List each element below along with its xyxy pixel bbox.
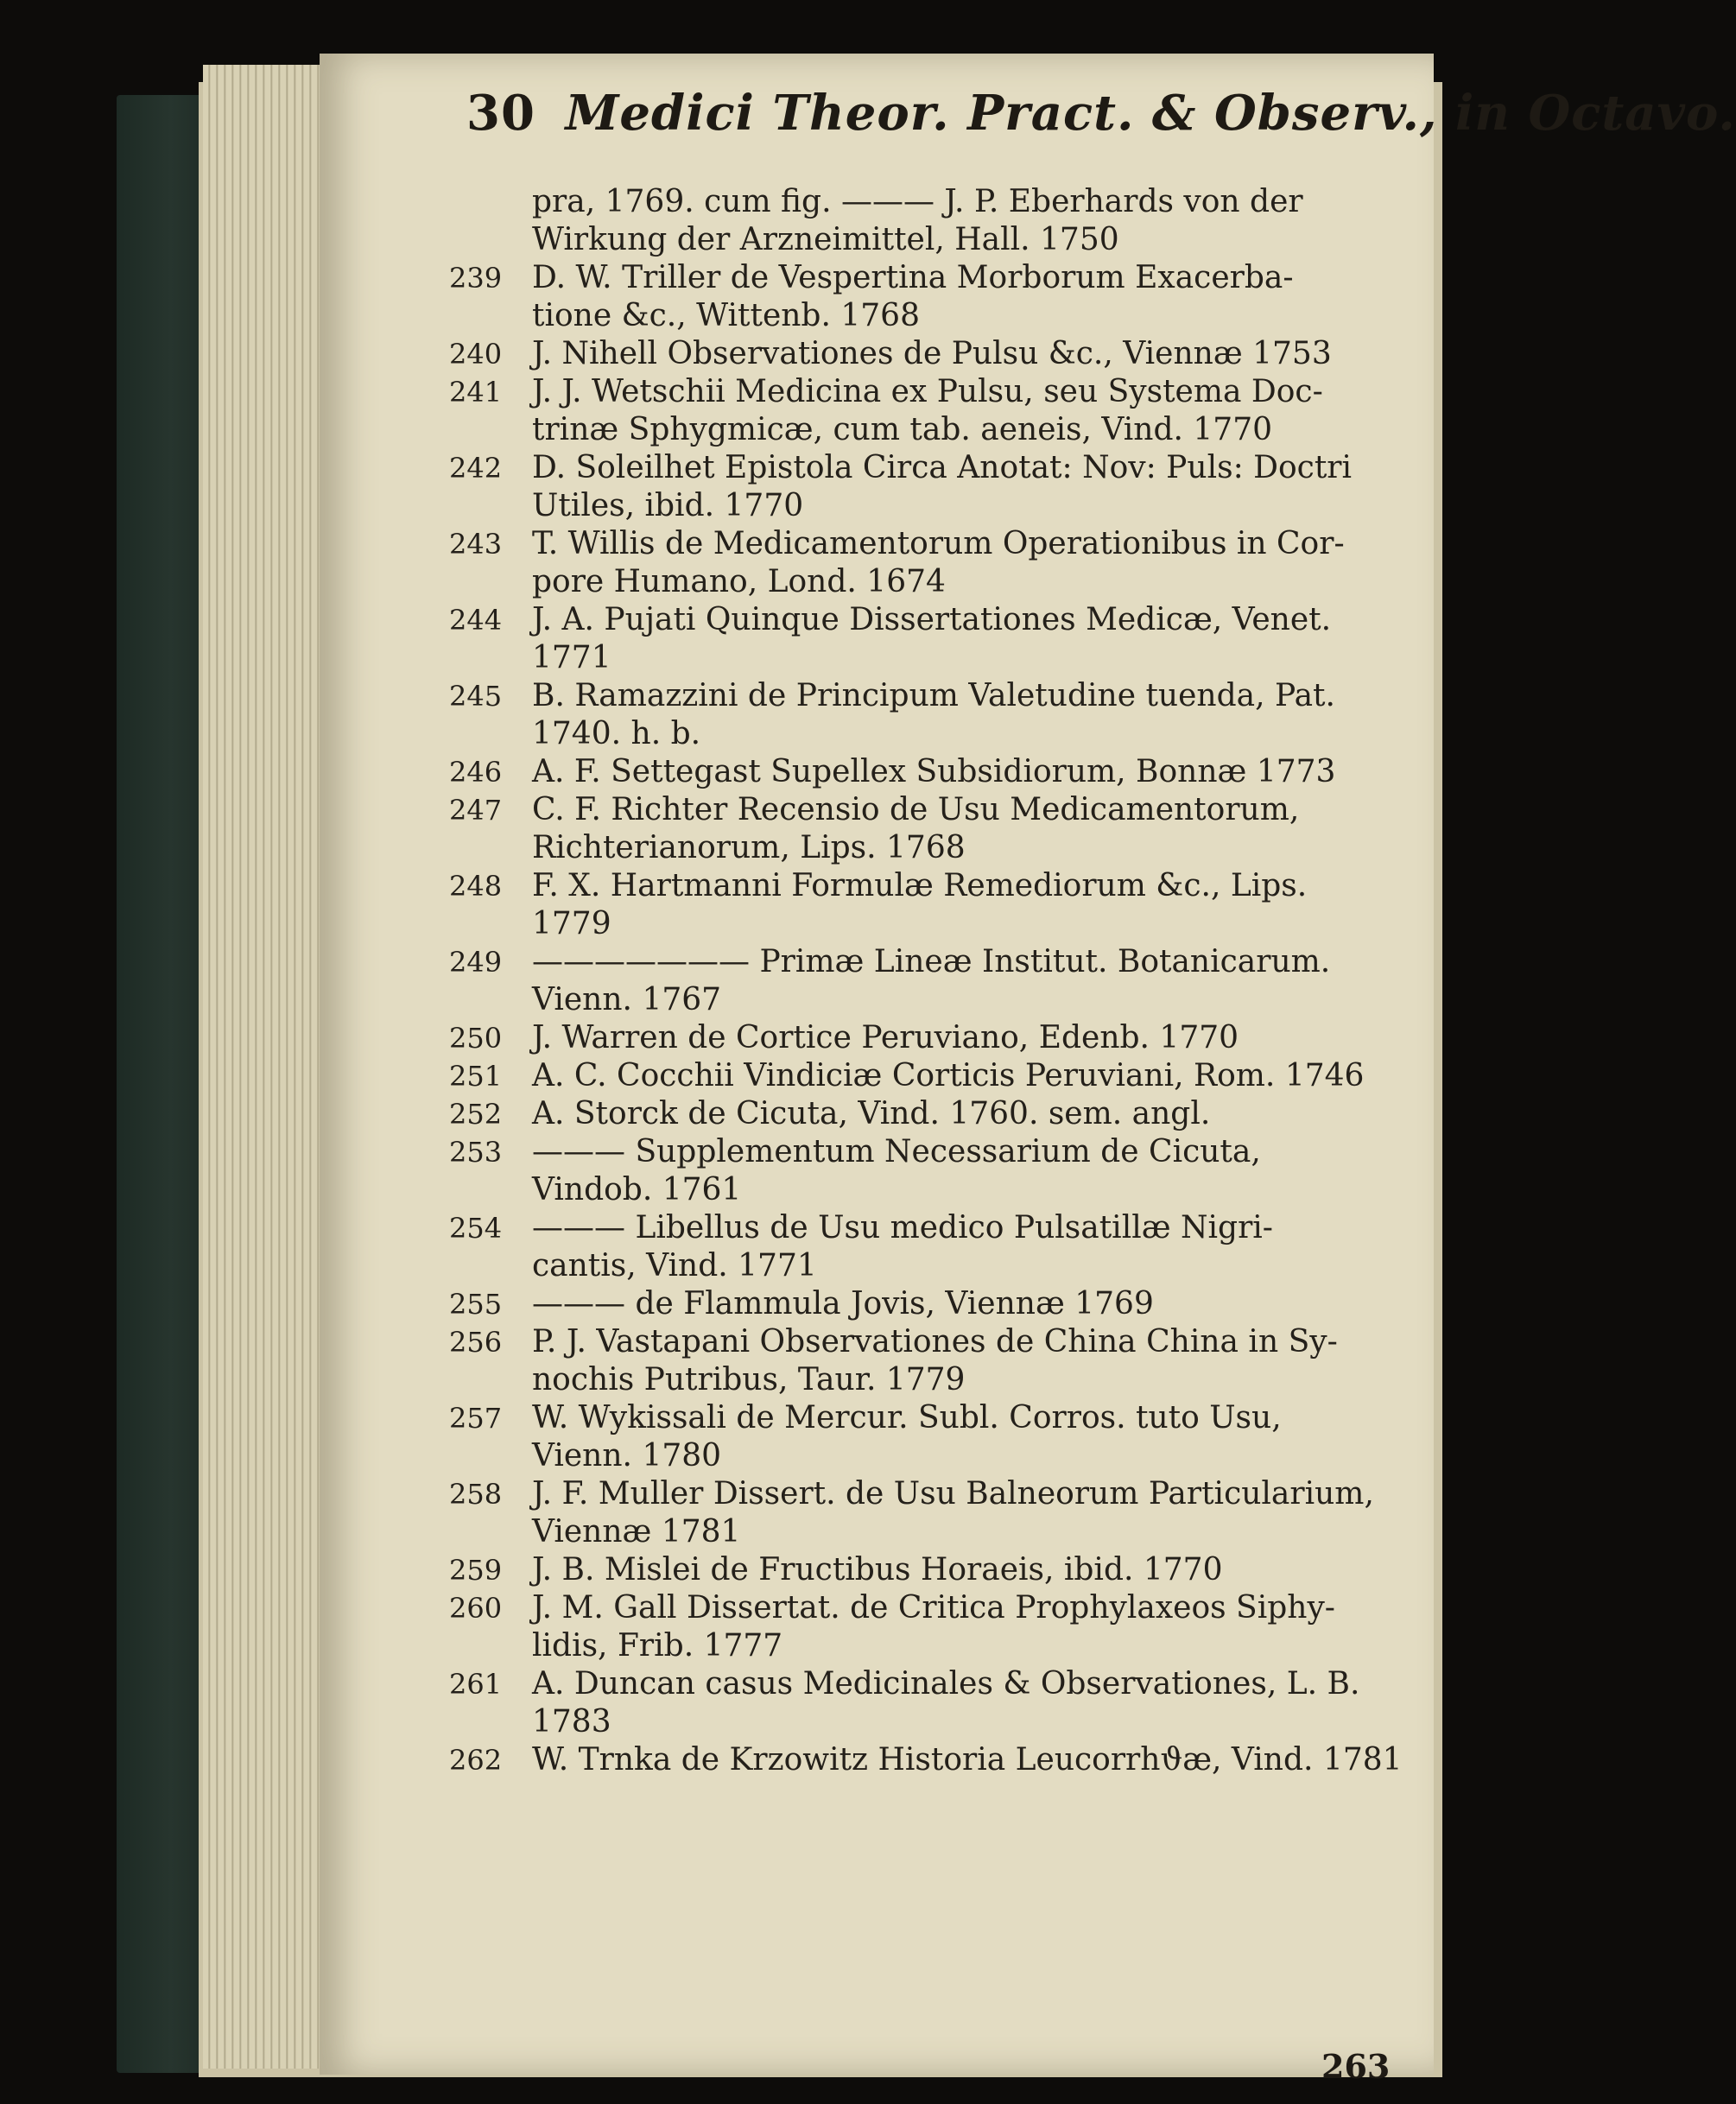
- entry-line: 1771: [532, 640, 611, 675]
- entry-line: A. C. Cocchii Vindiciæ Corticis Peruviani, Rom. 1746: [532, 1058, 1365, 1093]
- entry-line: Utiles, ibid. 1770: [532, 488, 804, 523]
- catalog-entry: [449, 1665, 1408, 1741]
- entry-number: 240: [449, 338, 503, 371]
- catalog-entry: [449, 1133, 1408, 1209]
- catalog-entry: [449, 525, 1408, 601]
- catalog-entry: [449, 373, 1408, 449]
- entry-line: 1783: [532, 1704, 611, 1740]
- entry-line: A. F. Settegast Supellex Subsidiorum, Bonnæ 1773: [532, 754, 1336, 789]
- catalog-entry: [449, 449, 1408, 525]
- entry-line: ——— de Flammula Jovis, Viennæ 1769: [532, 1286, 1154, 1321]
- entry-number: 241: [449, 376, 503, 409]
- catalog-entry: [449, 867, 1408, 943]
- entry-number: 262: [449, 1744, 503, 1777]
- entry-line: ——— Supplementum Necessarium de Cicuta,: [532, 1134, 1261, 1169]
- catalog-entry: [449, 1057, 1408, 1095]
- entry-line: P. J. Vastapani Observationes de China China in Sy-: [532, 1324, 1338, 1359]
- entry-number: 239: [449, 262, 503, 295]
- catalog-text: [449, 183, 1408, 1779]
- catalog-entry: [449, 1019, 1408, 1057]
- entry-line: C. F. Richter Recensio de Usu Medicamentorum,: [532, 792, 1300, 827]
- entry-line: cantis, Vind. 1771: [532, 1248, 817, 1283]
- catalog-entry: [449, 335, 1408, 373]
- catalog-entry: [449, 601, 1408, 677]
- entry-line: W. Wykissali de Mercur. Subl. Corros. tuto Usu,: [532, 1400, 1282, 1435]
- entry-line: ——————— Primæ Lineæ Institut. Botanicarum.: [532, 944, 1331, 979]
- entry-number: 247: [449, 794, 503, 827]
- entry-number: 259: [449, 1554, 503, 1587]
- entry-number: 254: [449, 1212, 503, 1245]
- entry-number: 256: [449, 1326, 503, 1359]
- entry-line: F. X. Hartmanni Formulæ Remediorum &c., Lips.: [532, 868, 1308, 903]
- entry-line: J. J. Wetschii Medicina ex Pulsu, seu Systema Doc-: [532, 374, 1323, 409]
- entry-number: 253: [449, 1136, 503, 1169]
- entry-number: 244: [449, 604, 503, 637]
- entry-number: 242: [449, 452, 503, 485]
- entry-line: J. M. Gall Dissertat. de Critica Prophylaxeos Siphy-: [532, 1590, 1335, 1626]
- entry-number: 248: [449, 870, 503, 903]
- entry-line: J. A. Pujati Quinque Dissertationes Medicæ, Venet.: [532, 602, 1332, 637]
- entry-number: 260: [449, 1592, 503, 1625]
- entry-line: D. W. Triller de Vespertina Morborum Exacerba-: [532, 260, 1294, 295]
- entry-list: [449, 259, 1408, 1779]
- entry-line: Viennæ 1781: [532, 1514, 741, 1549]
- entry-line: Vienn. 1767: [532, 982, 722, 1017]
- page-number: 30: [466, 85, 535, 142]
- entry-number: 261: [449, 1668, 503, 1701]
- running-header: [466, 85, 1736, 145]
- continuation-line: Wirkung der Arzneimittel, Hall. 1750: [532, 222, 1119, 257]
- catalog-entry: [449, 1095, 1408, 1133]
- entry-line: A. Duncan casus Medicinales & Observationes, L. B.: [532, 1666, 1360, 1702]
- catalog-entry: [449, 1323, 1408, 1399]
- entry-number: 249: [449, 946, 503, 979]
- entry-line: Vindob. 1761: [532, 1172, 742, 1207]
- catalog-entry: [449, 1285, 1408, 1323]
- catalog-entry: [449, 1589, 1408, 1665]
- catalog-entry: [449, 943, 1408, 1019]
- catalog-entry: [449, 753, 1408, 791]
- catalog-entry: [449, 677, 1408, 753]
- catalog-entry: [449, 1209, 1408, 1285]
- catalog-entry: [449, 1551, 1408, 1589]
- entry-number: 255: [449, 1288, 503, 1321]
- entry-line: 1779: [532, 906, 611, 941]
- entry-line: J. Nihell Observationes de Pulsu &c., Viennæ 1753: [532, 336, 1332, 371]
- entry-line: lidis, Frib. 1777: [532, 1628, 783, 1664]
- entry-line: D. Soleilhet Epistola Circa Anotat: Nov: Puls: Doctri: [532, 450, 1353, 485]
- entry-line: nochis Putribus, Taur. 1779: [532, 1362, 966, 1397]
- entry-number: 257: [449, 1402, 503, 1435]
- entry-number: 252: [449, 1098, 503, 1131]
- entry-number: 245: [449, 680, 503, 713]
- entry-number: 258: [449, 1478, 503, 1511]
- catalog-entry: [449, 791, 1408, 867]
- entry-line: J. Warren de Cortice Peruviano, Edenb. 1770: [532, 1020, 1239, 1055]
- entry-line: T. Willis de Medicamentorum Operationibus in Cor-: [532, 526, 1345, 561]
- running-title: Medici Theor. Pract. & Observ., in Octavo.: [565, 85, 1736, 142]
- entry-number: 250: [449, 1022, 503, 1055]
- entry-line: A. Storck de Cicuta, Vind. 1760. sem. angl.: [532, 1096, 1211, 1131]
- entry-line: B. Ramazzini de Principum Valetudine tuenda, Pat.: [532, 678, 1335, 713]
- catalog-entry: [449, 1475, 1408, 1551]
- page-edges: [203, 65, 333, 2069]
- entry-line: tione &c., Wittenb. 1768: [532, 298, 920, 333]
- entry-number: 246: [449, 756, 503, 789]
- entry-number: 251: [449, 1060, 503, 1093]
- entry-line: ——— Libellus de Usu medico Pulsatillæ Nigri-: [532, 1210, 1273, 1245]
- entry-line: pore Humano, Lond. 1674: [532, 564, 946, 599]
- signature-mark: 263: [1321, 2047, 1391, 2086]
- entry-line: 1740. h. b.: [532, 716, 701, 751]
- entry-line: Richterianorum, Lips. 1768: [532, 830, 966, 865]
- entry-line: J. B. Mislei de Fructibus Horaeis, ibid. 1770: [532, 1552, 1223, 1588]
- entry-line: trinæ Sphygmicæ, cum tab. aeneis, Vind. 1770: [532, 412, 1273, 447]
- entry-line: W. Trnka de Krzowitz Historia Leucorrhϑæ, Vind. 1781: [532, 1742, 1403, 1778]
- catalog-entry: [449, 259, 1408, 335]
- catalog-entry: [449, 1741, 1408, 1779]
- continuation-line: pra, 1769. cum fig. ——— J. P. Eberhards von der: [532, 184, 1303, 219]
- entry-number: 243: [449, 528, 503, 561]
- entry-line: J. F. Muller Dissert. de Usu Balneorum Particularium,: [532, 1476, 1374, 1511]
- catalog-entry: [449, 1399, 1408, 1475]
- entry-line: Vienn. 1780: [532, 1438, 722, 1473]
